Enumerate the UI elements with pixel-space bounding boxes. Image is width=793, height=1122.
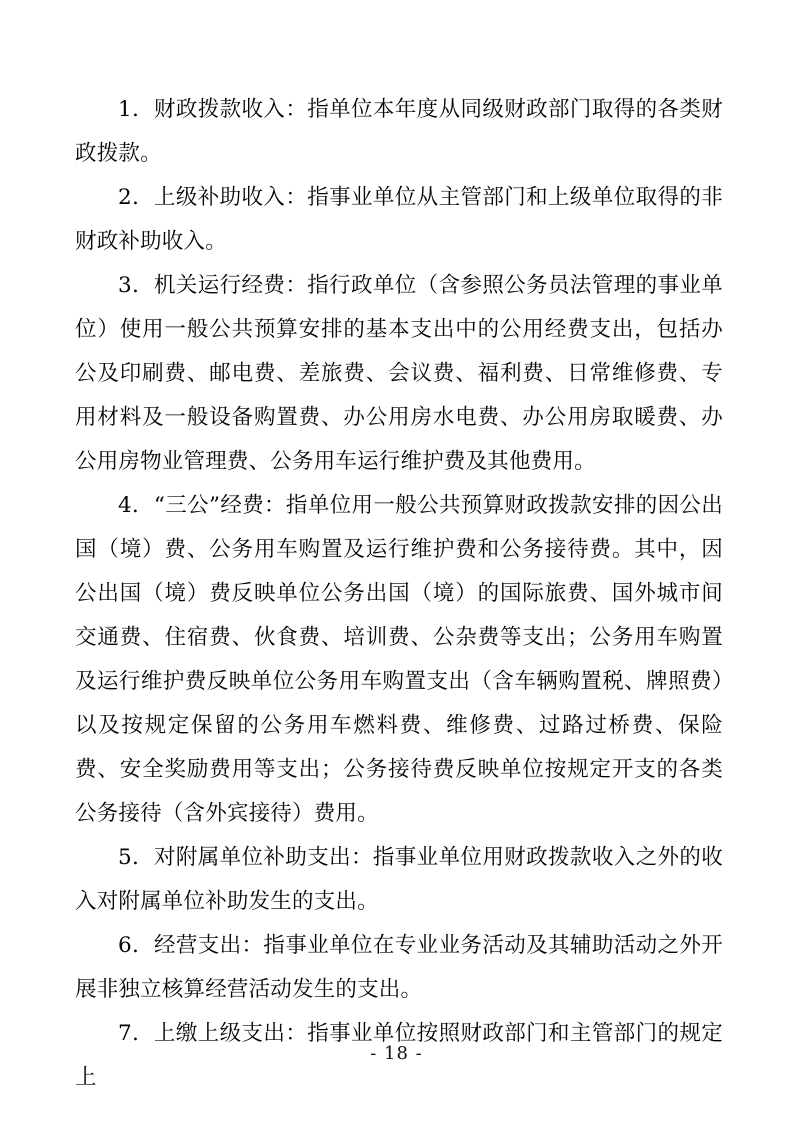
paragraph: 2．上级补助收入：指事业单位从主管部门和上级单位取得的非财政补助收入。 <box>75 185 723 254</box>
page-body <box>75 88 723 1100</box>
paragraph: 5．对附属单位补助支出：指事业单位用财政拨款收入之外的收入对附属单位补助发生的支出。 <box>75 845 723 914</box>
paragraph: 6．经营支出：指事业单位在专业业务活动及其辅助活动之外开展非独立核算经营活动发生的支出。 <box>75 933 723 1002</box>
paragraph: 4．“三公”经费：指单位用一般公共预算财政拨款安排的因公出国（境）费、公务用车购置及运行维护费和公务接待费。其中，因公出国（境）费反映单位公务出国（境）的国际旅费、国外城市间交通费、住宿费、伙食费、培训费、公杂费等支出；公务用车购置及运行维护费反映单位公务用车购置支出（含车辆购置税、牌照费）以及按规定保留的公务用车燃料费、维修费、过路过桥费、保险费、安全奖励费用等支出；公务接待费反映单位按规定开支的各类公务接待（含外宾接待）费用。 <box>75 493 723 826</box>
paragraph: 1．财政拨款收入：指单位本年度从同级财政部门取得的各类财政拨款。 <box>75 97 723 166</box>
paragraph: 3．机关运行经费：指行政单位（含参照公务员法管理的事业单位）使用一般公共预算安排的基本支出中的公用经费支出，包括办公及印刷费、邮电费、差旅费、会议费、福利费、日常维修费、专用材料及一般设备购置费、办公用房水电费、办公用房取暖费、办公用房物业管理费、公务用车运行维护费及其他费用。 <box>75 273 723 474</box>
paragraph: 7．上缴上级支出：指事业单位按照财政部门和主管部门的规定上 <box>75 1021 723 1090</box>
page-number: - 18 - <box>370 1043 423 1064</box>
